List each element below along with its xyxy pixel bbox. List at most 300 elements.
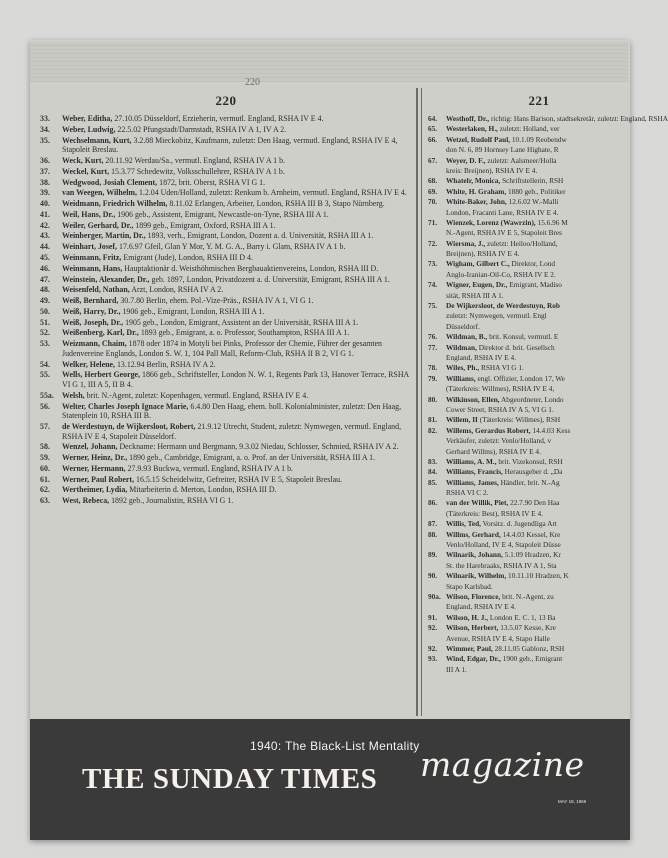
entry-number: 89. [428,550,438,560]
masthead: THE SUNDAY TIMES [82,763,378,795]
entry-number: 70. [428,197,438,207]
entry-detail: Emigrant, Madiso [509,280,562,290]
entry-detail: 10.11.10 Hradzen, K [508,571,569,581]
entry-number: 86. [428,498,438,508]
entry-name: Weck, Kurt, [62,155,104,165]
entry-text [446,561,630,570]
entry-number: 59. [40,453,50,463]
list-item [428,343,630,352]
entry-text [62,210,412,220]
entry-name: Welsh, [62,390,85,400]
entry-text [446,613,630,622]
entry-detail: 17.6.97 Gfeil, Glan Y Mor, Y. M. G. A., Barry i. Glam, RSHA IV A 1 b. [119,242,346,252]
entry-number: 88. [428,529,438,539]
entry-detail: London E. C. 1, 13 Ba [489,612,556,622]
entry-name: Weinberger, Martin, Dr., [62,231,146,241]
entry-text [62,496,412,506]
list-item [428,332,630,341]
entry-text [446,405,630,414]
entry-text [62,453,412,463]
list-item [428,270,630,279]
entry-number [428,228,446,237]
column-divider-inner [421,88,422,716]
entry-number: 50. [40,306,50,316]
entry-detail: Direktor, Lond [511,259,556,269]
list-item [428,395,630,404]
list-item [40,391,412,401]
entry-detail: brit. Konsul, vermutl. E [489,332,559,342]
entry-name: Weber, Editha, [62,114,113,123]
entry-name: Weinhart, Josef, [62,242,118,252]
magazine-word: magazine [420,745,585,784]
entry-number: 34. [40,124,50,134]
list-item [428,426,630,435]
entry-number: 93. [428,654,438,664]
entry-detail: geb. 1897, London, Privatdozent a. d. Universität, Emigrant, RSHA III A 1. [151,274,390,284]
entry-detail: 27.10.05 Düsseldorf, Erzieherin, vermutl. England, RSHA IV E 4. [114,114,324,123]
entry-name: Willms, Gerhard, [446,529,501,539]
entry-text [446,332,630,341]
list-item [428,208,630,217]
entry-number: 90. [428,571,438,581]
entry-number [428,270,446,279]
entry-detail: Direktor d. brit. Gesellsch [478,342,555,352]
entry-number: 81. [428,415,438,425]
entry-text [446,156,630,165]
list-item [428,478,630,487]
entry-text [446,530,630,539]
list-item [428,228,630,237]
entry-text [446,145,630,154]
list-item [428,467,630,476]
entry-name: Whatelr, Monica, [446,176,501,186]
list-item [428,634,630,643]
entry-number [428,488,446,497]
list-item [428,405,630,414]
entry-number: 60. [40,463,50,473]
entry-number: 85. [428,477,438,487]
entry-name: Wetzel, Rudolf Paul, [446,134,511,144]
entry-number: 57. [40,421,50,431]
entry-name: Weiß, Bernhard, [62,296,119,306]
entry-text [62,253,412,263]
entry-number: 37. [40,166,50,176]
entry-detail: kreis: Breijnen), RSHA IV E 4. [446,165,538,175]
entry-name: Weber, Ludwig, [62,124,116,134]
entry-text [446,509,630,518]
list-item [40,253,412,263]
entry-text [446,467,630,476]
list-item [40,188,412,198]
list-item [40,475,412,485]
entry-name: De Wijkersloot, de Werdestuyn, Rob [446,301,560,311]
entry-number: 65. [428,124,438,134]
entry-detail: Anglo-Iranian-Oil-Co, RSHA IV E 2. [446,269,556,279]
entry-name: Weckel, Kurt, [62,166,110,176]
entry-detail: sität, RSHA III A 1. [446,290,504,300]
entry-text [446,550,630,559]
entry-detail: 13.5.07 Kesse, Kre [500,623,556,633]
entry-text [446,623,630,632]
entry-text [446,447,630,456]
entry-detail: RSHA VI C 2. [446,488,489,498]
list-item [40,125,412,135]
entry-detail: 14.4.03 Kess [532,425,571,435]
entry-number: 71. [428,217,438,227]
list-item [40,156,412,166]
entry-detail: 8.11.02 Erlangen, Arbeiter, London, RSHA III B 3, Stapo Nürnberg. [169,199,385,209]
entry-detail: Düsseldorf. [446,321,480,331]
entry-detail: 1900 geb., Emigrant [502,654,563,664]
entry-name: Weisenfeld, Nathan, [62,285,130,295]
entry-detail: 5.1.09 Hradzen, Kr [504,550,561,560]
entry-text [446,436,630,445]
list-item [428,654,630,663]
list-item [428,145,630,154]
entry-number [428,384,446,393]
entry-detail: N.-Agent, RSHA IV E 5, Stapoleit Bres [446,228,563,238]
entry-number [428,582,446,591]
entry-number: 61. [40,474,50,484]
entry-name: Welker, Helene, [62,359,115,369]
list-item [428,384,630,393]
list-item [428,509,630,518]
entry-number [428,447,446,456]
entry-text [62,285,412,295]
entry-name: Wedgwood, Josiah Clement, [62,177,158,187]
list-item [40,221,412,231]
entry-detail: Deckname: Hermann und Bergmann, 9.3.02 Niedau, Schlosser, Schmied, RSHA IV A 2. [119,442,399,452]
entry-text [446,135,630,144]
list-item [428,176,630,185]
entry-name: Williams, Francis, [446,467,503,477]
list-item [40,485,412,495]
entry-text [446,218,630,227]
entry-name: Williams, James, [446,477,499,487]
entry-text [446,197,630,206]
page-edges [30,42,628,82]
entry-detail: 1890 geb., Cambridge, Emigrant, a. o. Prof. an der Universität, RSHA III A 1. [129,453,376,463]
entry-text [62,464,412,474]
entry-name: Wilson, H. J., [446,612,489,622]
entry-detail: richtig: Hans Barison, stadtsekretär, zuletzt: England, RSHA [490,114,668,123]
entry-text [62,422,412,441]
entry-name: Wilkinson, Ellen, [446,394,500,404]
list-item [428,166,630,175]
list-item [40,339,412,358]
entry-number: 77. [428,342,438,352]
list-item [428,457,630,466]
entry-detail: 30.7.80 Berlin, ehem. Pol.-Vize-Präs., RSHA IV A 1, VI G 1. [120,296,314,306]
list-item [428,540,630,549]
entry-detail: Arzt, London, RSHA IV A 2. [131,285,224,295]
entry-name: Wilson, Florence, [446,591,501,601]
entry-detail: don N. 6, 89 Hornsey Lane Highate, R [446,145,559,155]
entry-name: Weinstein, Alexander, Dr., [62,274,150,284]
entry-name: Weiß, Harry, Dr., [62,306,121,316]
list-item [428,415,630,424]
entry-number: 38. [40,177,50,187]
entry-text [446,270,630,279]
list-item [40,136,412,155]
entry-text [446,353,630,362]
entry-detail: St. the Harebraaks, RSHA IV A 1, Sta [446,560,557,570]
entry-text [62,125,412,135]
entry-text [446,634,630,643]
list-item [40,318,412,328]
entry-text [446,457,630,466]
entry-detail: 1892 geb., Journalistin, RSHA VI G 1. [111,496,234,506]
entry-detail: 27.9.93 Buckwa, vermutl. England, RSHA IV A 1 b. [127,463,294,473]
list-item [40,442,412,452]
entry-detail: RSHA VI G 1. [480,363,524,373]
entry-number: 67. [428,155,438,165]
list-item [40,296,412,306]
entry-number [428,311,446,320]
entry-number: 55. [40,370,50,380]
list-item [428,280,630,289]
entry-detail: Avenue, RSHA IV E 4, Stapo Halle [446,633,550,643]
entry-text [446,291,630,300]
entry-text [62,242,412,252]
entry-detail: 1866 geb., Schriftsteller, London N. W. 1, Regents Park 13, Hanover Terrace, RSHA VI G 1, III A 5, II B 4. [62,370,409,389]
entry-text [446,654,630,663]
entry-text [446,280,630,289]
page-number-right: 221 [528,93,550,108]
entry-detail: Breijnen), RSHA IV E 4. [446,249,520,259]
entry-text [446,176,630,185]
entry-detail: 12.6.02 W.-Malli [508,197,559,207]
entry-number [428,145,446,154]
entry-text [62,167,412,177]
list-item [40,199,412,209]
entry-detail: Gerhard Willms), RSHA IV E 4. [446,446,541,456]
entry-detail: engl. Offizier, London 17, We [477,373,565,383]
entry-detail: 3.2.88 Mieckobitz, Kaufmann, zuletzt: Den Haag, vermutl. England, RSHA IV E 4, Stapoleit Breslau. [62,135,398,155]
entry-text [446,602,630,611]
entry-number: 49. [40,296,50,306]
list-item [428,363,630,372]
entry-name: Wertheimer, Lydia, [62,485,128,495]
entry-text [446,665,630,674]
entry-text [62,485,412,495]
entry-detail: 1893 geb., Emigrant, a. o. Professor, Southampton, RSHA III A 1. [140,328,350,338]
entry-name: Williams, [446,373,476,383]
entry-name: Weinmann, Hans, [62,263,123,273]
entry-number [428,291,446,300]
entry-detail: 1872, brit. Oberst, RSHA VI G 1. [159,177,266,187]
list-item [40,167,412,177]
entry-name: Wilson, Herbert, [446,623,499,633]
entry-number: 44. [40,242,50,252]
entry-detail: London, Fracanti Lane, RSHA IV E 4. [446,207,559,217]
entry-text [446,426,630,435]
list-item [428,665,630,674]
entry-number [428,665,446,674]
entry-name: Wiersma, J., [446,238,486,248]
entry-text [446,187,630,196]
entry-number: 56. [40,401,50,411]
entry-name: Weidmann, Friedrich Wilhelm, [62,199,168,209]
entry-text [62,178,412,188]
cover-kicker: 1940: The Black-List Mentality [250,739,420,753]
entry-name: Wigner, Eugen, Dr., [446,280,508,290]
entry-number: 35. [40,135,50,145]
entry-detail: 15.3.77 Schedewitz, Volksschullehrer, RSHA IV A 1 b. [111,166,285,176]
list-item [40,285,412,295]
entry-number: 45. [40,252,50,262]
issue-date: MAY 18, 1969 [558,799,587,804]
entry-text [446,395,630,404]
entry-number: 66. [428,134,438,144]
list-item [40,422,412,441]
entry-number: 39. [40,188,50,198]
entry-name: Weil, Hans, Dr., [62,209,116,219]
entry-name: Weißenberg, Karl, Dr., [62,328,139,338]
entry-text [62,442,412,452]
entry-detail: (Täterkreis: Willmes), RSHA IV E 4, [446,384,555,394]
entry-name: Wigham, Gilbert C., [446,259,510,269]
entry-name: Weizmann, Chaim, [62,339,127,349]
entry-text [446,582,630,591]
entry-text [446,311,630,320]
list-item [428,602,630,611]
entry-number: 36. [40,155,50,165]
entry-detail: England, RSHA IV E 4. [446,352,516,362]
entry-name: White, H. Graham, [446,186,507,196]
entry-number: 75. [428,301,438,311]
entry-name: Werner, Paul Robert, [62,474,135,484]
entry-number: 46. [40,263,50,273]
entry-detail: 1899 geb., Emigrant, Oxford, RSHA III A 1. [135,220,276,230]
entry-text [62,475,412,485]
entry-number: 53. [40,339,50,349]
list-item [428,259,630,268]
entry-detail: Cower Street, RSHA IV A 5, VI G 1. [446,404,554,414]
entry-detail: Schriftstellerin, RSH [502,176,564,186]
entry-text [62,402,412,421]
entry-detail: Stapo Karlsbad. [446,581,493,591]
entry-text [62,264,412,274]
entry-name: Wiles, Ph., [446,363,480,373]
entry-detail: Mitarbeiterin d. Merton, London, RSHA III D. [129,485,277,495]
list-item [428,218,630,227]
entry-text [446,249,630,258]
list-item [428,488,630,497]
entry-number [428,353,446,362]
cover-banner [30,719,630,840]
entry-number: 48. [40,285,50,295]
entry-detail: 15.6.96 M [537,217,568,227]
entry-number [428,322,446,331]
list-item [40,496,412,506]
list-item [428,582,630,591]
entry-number: 47. [40,274,50,284]
entry-detail: 1906 geb., Emigrant, London, RSHA III A 1. [122,306,265,316]
entry-number: 90a. [428,591,441,601]
page-number-left: 220 [215,93,237,108]
list-item [428,571,630,580]
entry-text [62,339,412,358]
list-item [428,561,630,570]
list-item [40,178,412,188]
entry-detail: III A 1. [446,664,467,674]
entry-number [428,634,446,643]
entry-detail: 16.5.15 Scheidelwitz, Gefreiter, RSHA IV E 5, Stapoleit Breslau. [136,474,342,484]
entry-number: 69. [428,186,438,196]
list-item [40,307,412,317]
list-item [428,447,630,456]
list-item [428,197,630,206]
entry-number: 43. [40,231,50,241]
entry-detail: zuletzt: Aalsmeer/Holla [487,155,557,165]
entry-number: 51. [40,317,50,327]
list-item [428,291,630,300]
entry-detail: Hauptaktionär d. Weisthöhmischen Bergbauaktienvereins, London, RSHA III D. [124,263,379,273]
entry-number: 55a. [40,390,54,400]
entry-detail: 1905 geb., London, Emigrant, Assistent an der Universität, RSHA III A 1. [125,317,359,327]
entry-detail: Vorsitz. d. Jugendliga Art [482,519,557,529]
entry-text [446,478,630,487]
entry-text [62,231,412,241]
entry-detail: Händler, brit. N.-Ag [500,477,560,487]
entry-text [446,114,668,123]
entry-number: 83. [428,456,438,466]
entry-number: 82. [428,425,438,435]
entry-detail: 10.1.09 Reobendw [511,134,567,144]
entry-text [446,166,630,175]
entry-text [446,208,630,217]
entry-text [446,301,630,310]
entry-detail: 20.11.92 Werdau/Sa., vermutl. England, RSHA IV A 1 b. [105,155,286,165]
entry-detail: (Täterkreis: Willmes), RSH [479,415,561,425]
entry-number [428,405,446,414]
entry-number: 64. [428,114,438,123]
entry-text [62,199,412,209]
entry-name: Wildman, [446,342,477,352]
entry-text [446,571,630,580]
entry-detail: (Täterkreis: Best), RSHA IV E 4. [446,508,543,518]
entry-name: Wilnarik, Johann, [446,550,503,560]
list-item [40,242,412,252]
entry-detail: 22.7.90 Den Haa [510,498,560,508]
entry-text [62,188,412,198]
entry-text [62,136,412,155]
entry-detail: Emigrant (Jude), London, RSHA III D 4. [123,252,253,262]
entry-number [428,436,446,445]
entry-name: Wenzel, Johann, [62,442,118,452]
entry-name: White-Baker, John, [446,197,507,207]
list-item [428,550,630,559]
entry-text [62,114,412,124]
entry-name: Westhoff, Dr., [446,114,490,123]
entry-detail: 14.4.03 Kessel, Kre [502,529,561,539]
entry-number [428,208,446,217]
entry-name: Wildman, B., [446,332,488,342]
entry-number: 80. [428,394,438,404]
list-item [40,464,412,474]
entry-detail: 6.4.80 Den Haag, ehem. holl. Kolonialminister, zuletzt: Den Haag, Statenplein 10, RSHA III B. [62,401,402,421]
list-item [428,644,630,653]
list-item [428,187,630,196]
list-item [428,322,630,331]
entry-text [446,363,630,372]
entry-detail: 1906 geb., Assistent, Emigrant, Newcastle-on-Tyne, RSHA III A 1. [117,209,329,219]
list-item [428,114,668,123]
entry-text [62,221,412,231]
entry-number [428,561,446,570]
entry-text [446,498,630,507]
